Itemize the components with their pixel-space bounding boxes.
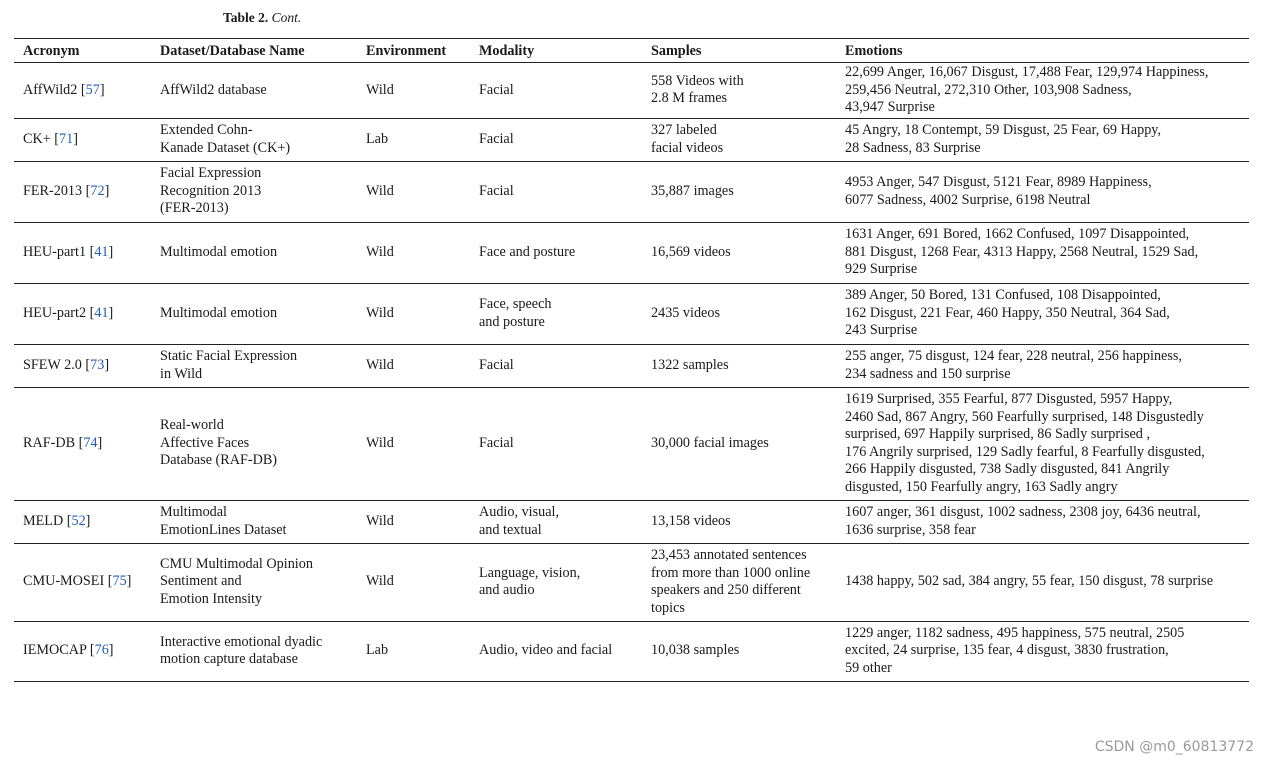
samples-cell: 35,887 images [642,161,836,222]
dataset-name-cell: Interactive emotional dyadic motion capture database [160,633,323,667]
emotions-cell: 22,699 Anger, 16,067 Disgust, 17,488 Fear, 129,974 Happiness, 259,456 Neutral, 272,310 Other, 103,908 Sadness, 43,947 Surprise [836,63,1249,119]
acronym-cell: CMU-MOSEI [75] [14,543,151,621]
header-samples: Samples [642,39,836,63]
table-row [14,387,1249,500]
modality-cell: Facial [470,387,642,500]
modality-cell: Facial [470,118,642,161]
acronym-cell: RAF-DB [74] [14,387,151,500]
environment-cell: Wild [357,63,470,119]
emotions-cell: 1229 anger, 1182 sadness, 495 happiness, 575 neutral, 2505 excited, 24 surprise, 135 fear, 4 disgust, 3830 frustration, 59 other [845,624,1185,676]
emotions-cell: 1631 Anger, 691 Bored, 1662 Confused, 1097 Disappointed, 881 Disgust, 1268 Fear, 4313 Happy, 2568 Neutral, 1529 Sad, 929 Surprise [836,222,1249,283]
environment-cell: Wild [357,387,470,500]
dataset-table [14,38,1249,682]
emotions-cell: 389 Anger, 50 Bored, 131 Confused, 108 Disappointed, 162 Disgust, 221 Fear, 460 Happy, 350 Neutral, 364 Sad, 243 Surprise [836,283,1249,344]
table-cont: Cont. [271,10,302,25]
citation-link[interactable]: 73 [90,356,105,373]
citation-link[interactable]: 74 [83,434,98,451]
header-environment: Environment [357,39,470,63]
modality-cell: Language, vision, and audio [470,543,642,621]
acronym-cell: FER-2013 [72] [14,161,151,222]
environment-cell: Lab [357,118,470,161]
header-modality: Modality [470,39,642,63]
acronym-cell: MELD [52] [14,500,151,543]
emotions-cell: 4953 Anger, 547 Disgust, 5121 Fear, 8989 Happiness, 6077 Sadness, 4002 Surprise, 6198 Neutral [836,161,1249,222]
watermark: CSDN @m0_60813772 [1094,739,1254,755]
emotions-cell: 1619 Surprised, 355 Fearful, 877 Disgusted, 5957 Happy, 2460 Sad, 867 Angry, 560 Fearfully surprised, 148 Disgustedly surprised, 697 Happily surprised, 86 Sadly surprised , 176 Angrily surprised, 129 Sadly fearful, 8 Fearfully disgusted, 266 Happily disgusted, 738 Sadly disgusted, 841 Angrily disgusted, 150 Fearfully angry, 163 Sadly angry [836,387,1249,500]
samples-cell: 16,569 videos [642,222,836,283]
table-row [14,543,1249,621]
header-acronym: Acronym [14,39,151,63]
dataset-name-cell: CMU Multimodal Opinion Sentiment and Emotion Intensity [151,543,357,621]
modality-cell: Face, speech and posture [470,283,642,344]
table-row [14,621,1249,681]
environment-cell: Wild [357,161,470,222]
acronym-cell: IEMOCAP [76] [23,642,114,659]
environment-cell: Lab [366,642,389,659]
header-row [14,39,1249,63]
samples-cell: 23,453 annotated sentences from more than 1000 online speakers and 250 different topics [642,543,836,621]
acronym-cell: HEU-part2 [41] [14,283,151,344]
acronym-cell: SFEW 2.0 [73] [14,344,151,387]
citation-link[interactable]: 41 [94,243,109,260]
samples-cell: 1322 samples [642,344,836,387]
citation-link[interactable]: 76 [94,642,109,659]
modality-cell: Facial [470,161,642,222]
citation-link[interactable]: 52 [71,512,86,529]
dataset-name-cell: Multimodal EmotionLines Dataset [151,500,357,543]
citation-link[interactable]: 41 [94,304,109,321]
samples-cell: 327 labeled facial videos [642,118,836,161]
dataset-name-cell: Facial Expression Recognition 2013 (FER-2013) [151,161,357,222]
environment-cell: Wild [357,543,470,621]
samples-cell: 30,000 facial images [642,387,836,500]
samples-cell: 558 Videos with 2.8 M frames [642,63,836,119]
dataset-name-cell: Static Facial Expression in Wild [151,344,357,387]
acronym-cell: AffWild2 [57] [14,63,151,119]
table-row [14,118,1249,161]
acronym-cell: HEU-part1 [41] [14,222,151,283]
table-row [14,63,1249,119]
modality-cell: Face and posture [470,222,642,283]
acronym-cell: CK+ [71] [14,118,151,161]
samples-cell: 2435 videos [642,283,836,344]
emotions-cell: 255 anger, 75 disgust, 124 fear, 228 neutral, 256 happiness, 234 sadness and 150 surprise [836,344,1249,387]
table-caption [223,9,301,27]
emotions-cell: 1607 anger, 361 disgust, 1002 sadness, 2308 joy, 6436 neutral, 1636 surprise, 358 fear [836,500,1249,543]
samples-cell: 13,158 videos [642,500,836,543]
citation-link[interactable]: 72 [90,182,105,199]
environment-cell: Wild [357,344,470,387]
environment-cell: Wild [357,500,470,543]
modality-cell: Audio, visual, and textual [470,500,642,543]
table-row [14,344,1249,387]
dataset-name-cell: Real-world Affective Faces Database (RAF-DB) [151,387,357,500]
samples-cell: 10,038 samples [651,642,740,659]
dataset-name-cell: Multimodal emotion [151,222,357,283]
environment-cell: Wild [357,283,470,344]
environment-cell: Wild [357,222,470,283]
emotions-cell: 1438 happy, 502 sad, 384 angry, 55 fear, 150 disgust, 78 surprise [836,543,1249,621]
citation-link[interactable]: 75 [112,573,127,590]
table-row [14,161,1249,222]
table-label: Table 2. [223,10,269,25]
table-row [14,500,1249,543]
dataset-name-cell: AffWild2 database [151,63,357,119]
citation-link[interactable]: 57 [85,81,100,98]
header-emotions: Emotions [836,39,1249,63]
modality-cell: Facial [470,344,642,387]
header-dataset-name: Dataset/Database Name [151,39,357,63]
citation-link[interactable]: 71 [59,130,74,147]
table-row [14,283,1249,344]
dataset-name-cell: Extended Cohn- Kanade Dataset (CK+) [151,118,357,161]
dataset-name-cell: Multimodal emotion [151,283,357,344]
emotions-cell: 45 Angry, 18 Contempt, 59 Disgust, 25 Fear, 69 Happy, 28 Sadness, 83 Surprise [836,118,1249,161]
table-row [14,222,1249,283]
modality-cell: Facial [470,63,642,119]
modality-cell: Audio, video and facial [479,642,613,659]
